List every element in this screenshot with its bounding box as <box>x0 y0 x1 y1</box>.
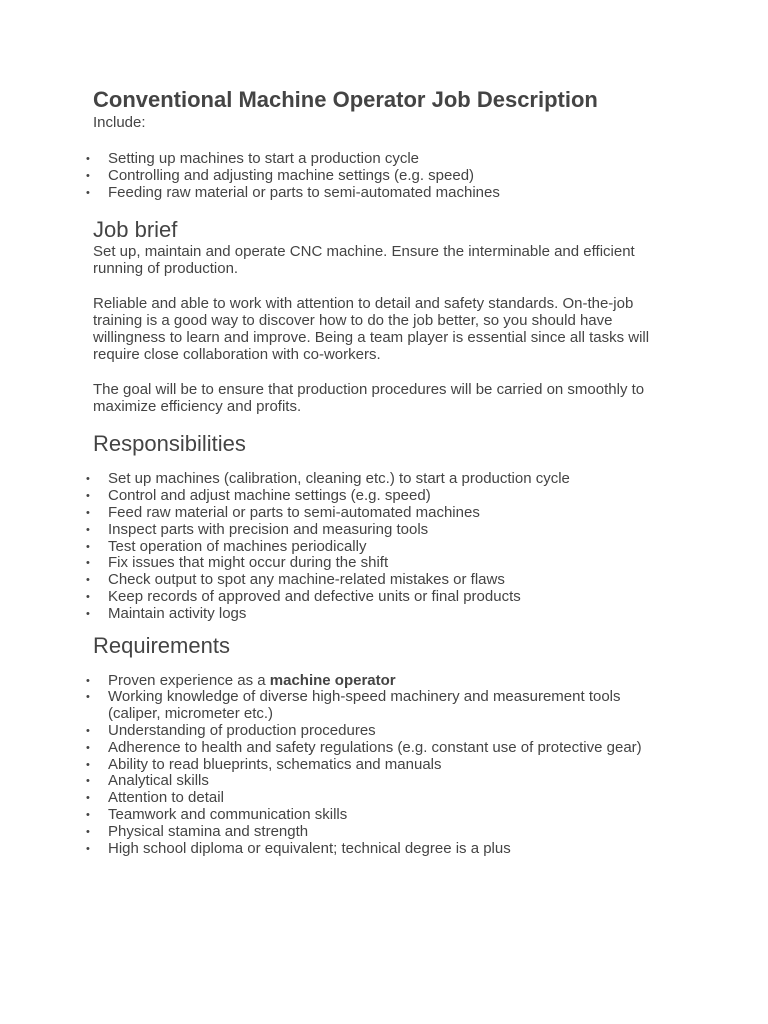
bullet-icon: • <box>86 691 90 704</box>
list-item: • Set up machines (calibration, cleaning etc.) to start a production cycle <box>86 470 570 488</box>
list-item: • Fix issues that might occur during the shift <box>86 554 389 572</box>
job-brief-paragraph: The goal will be to ensure that production procedures will be carried on smoothly to maximize efficiency and profits. <box>93 381 645 416</box>
bullet-icon: • <box>86 490 90 503</box>
bullet-icon: • <box>86 741 90 754</box>
bullet-icon: • <box>86 590 90 603</box>
job-brief-paragraph: Set up, maintain and operate CNC machine. Ensure the interminable and efficient running of production. <box>93 243 635 278</box>
responsibilities-list <box>0 471 673 622</box>
bullet-icon: • <box>86 724 90 737</box>
bullet-icon: • <box>86 169 90 182</box>
bullet-icon: • <box>86 153 90 165</box>
list-item: • Keep records of approved and defective units or final products <box>86 587 521 605</box>
bullet-icon: • <box>86 186 90 199</box>
list-item: • Controlling and adjusting machine settings (e.g. speed) <box>86 166 475 184</box>
list-item: • High school diploma or equivalent; technical degree is a plus <box>86 839 511 857</box>
requirements-list <box>0 673 673 858</box>
bullet-icon: • <box>86 506 90 519</box>
list-item: • Feeding raw material or parts to semi-automated machines <box>86 183 500 201</box>
document-page <box>86 86 673 857</box>
list-item: • Analytical skills <box>86 772 209 790</box>
bullet-icon: • <box>86 574 90 587</box>
include-list <box>0 151 673 201</box>
bullet-icon: • <box>86 473 90 486</box>
bullet-icon: • <box>86 842 90 855</box>
bullet-icon: • <box>86 540 90 553</box>
bullet-icon: • <box>86 674 90 687</box>
list-item: • Physical stamina and strength <box>86 822 309 840</box>
list-item: • Ability to read blueprints, schematics and manuals <box>86 755 442 773</box>
list-item: • Teamwork and communication skills <box>86 805 348 823</box>
document-title: Conventional Machine Operator Job Description <box>93 87 598 112</box>
list-item: • Proven experience as a machine operator <box>86 671 396 689</box>
bullet-icon: • <box>86 775 90 788</box>
list-item: • Attention to detail <box>86 789 224 807</box>
list-item: • Setting up machines to start a production cycle <box>86 150 420 167</box>
list-item: • Test operation of machines periodically <box>86 537 367 555</box>
bullet-icon: • <box>86 825 90 838</box>
list-item: • Working knowledge of diverse high-speed machinery and measurement tools (caliper, micrometer etc.) <box>86 688 621 723</box>
list-item: • Understanding of production procedures <box>86 721 376 739</box>
list-item: • Feed raw material or parts to semi-automated machines <box>86 503 480 521</box>
section-heading-requirements: Requirements <box>93 632 230 658</box>
list-item: • Adherence to health and safety regulations (e.g. constant use of protective gear) <box>86 738 642 756</box>
section-heading-job-brief: Job brief <box>93 217 178 243</box>
bullet-icon: • <box>86 792 90 805</box>
bullet-icon: • <box>86 607 90 620</box>
list-item: • Inspect parts with precision and measuring tools <box>86 520 429 538</box>
bullet-icon: • <box>86 523 90 536</box>
include-label: Include: <box>93 114 146 131</box>
job-brief-paragraph: Reliable and able to work with attention to detail and safety standards. On-the-job training is a good way to discover how to do the job better, so you should have willingness to learn and improve. Being a team player is essential since all tasks will require close collaboration with co-workers. <box>93 295 650 364</box>
list-item: • Control and adjust machine settings (e.g. speed) <box>86 487 431 505</box>
bullet-icon: • <box>86 808 90 821</box>
list-item: • Maintain activity logs <box>86 604 247 622</box>
bullet-icon: • <box>86 758 90 771</box>
bullet-icon: • <box>86 557 90 570</box>
section-heading-responsibilities: Responsibilities <box>93 431 246 457</box>
list-item: • Check output to spot any machine-related mistakes or flaws <box>86 571 505 589</box>
emphasis-text: machine operator <box>269 671 396 689</box>
